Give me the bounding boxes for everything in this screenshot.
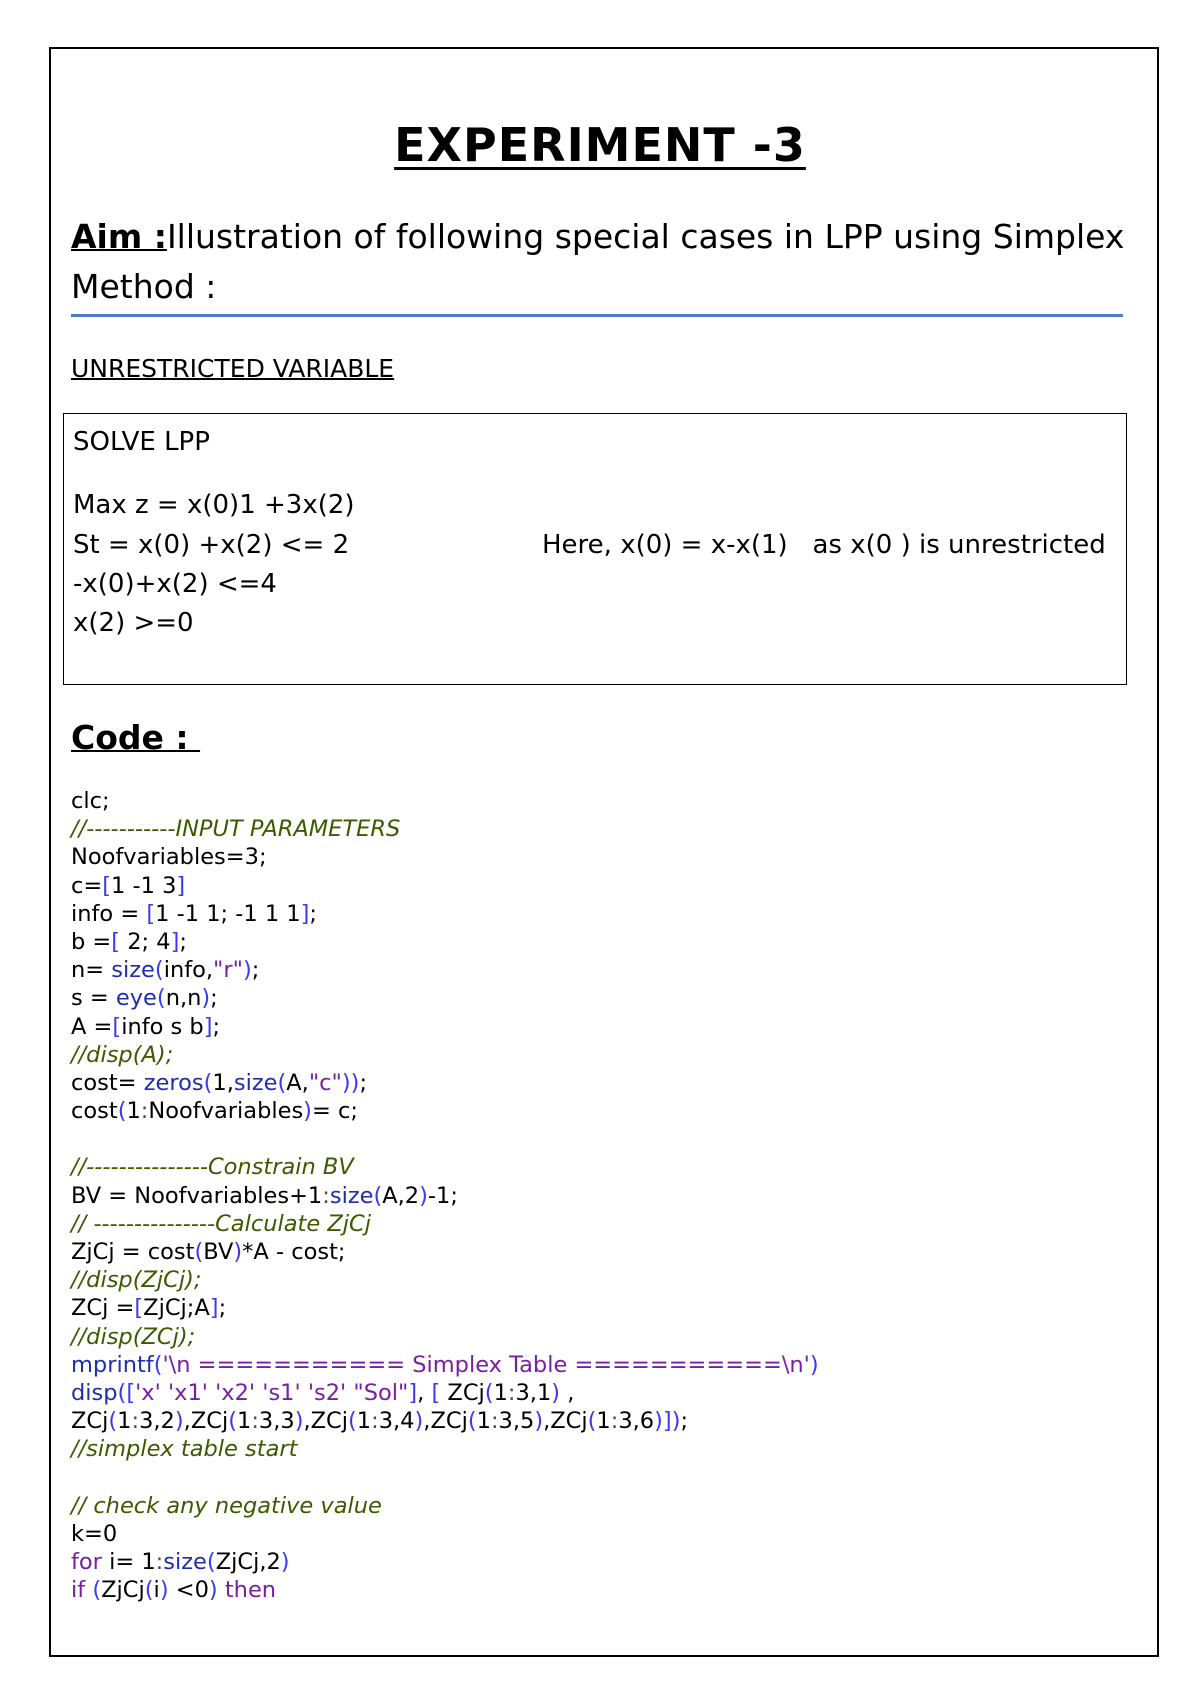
code-token: 3,1 bbox=[515, 1379, 552, 1406]
code-token: then bbox=[224, 1577, 277, 1604]
code-token: : bbox=[371, 1408, 379, 1435]
code-line bbox=[71, 815, 819, 843]
code-line bbox=[71, 1435, 819, 1463]
code-token: 1 bbox=[236, 1408, 252, 1435]
code-token: size bbox=[329, 1182, 374, 1209]
code-token: ( bbox=[117, 1098, 127, 1125]
code-token: -1; bbox=[427, 1182, 458, 1209]
code-line bbox=[71, 1323, 819, 1351]
problem-line: St = x(0) +x(2) <= 2 bbox=[73, 530, 350, 560]
code-token: ; bbox=[309, 900, 317, 927]
code-token: k=0 bbox=[71, 1520, 118, 1547]
code-token: ZjCj bbox=[101, 1577, 145, 1604]
code-token: A,2 bbox=[382, 1182, 420, 1209]
code-token: 1 bbox=[126, 1098, 141, 1125]
code-line bbox=[71, 1492, 819, 1520]
code-token: ,ZCj bbox=[423, 1408, 468, 1435]
code-token: //disp(ZjCj); bbox=[71, 1267, 202, 1294]
code-token: mprintf bbox=[71, 1351, 154, 1378]
code-line bbox=[71, 1210, 819, 1238]
code-token: cost= bbox=[71, 1069, 144, 1096]
code-token: ) bbox=[280, 1549, 290, 1576]
code-token: : bbox=[131, 1408, 140, 1435]
code-token: //simplex table start bbox=[71, 1436, 298, 1463]
code-token: ( bbox=[154, 957, 164, 984]
code-token: 1 bbox=[356, 1408, 372, 1435]
code-token: if bbox=[71, 1577, 86, 1604]
code-token: ( bbox=[373, 1182, 383, 1209]
code-line bbox=[71, 787, 819, 815]
code-token: ,ZCj bbox=[303, 1408, 349, 1435]
code-line bbox=[71, 1294, 819, 1322]
code-token: 3,3 bbox=[258, 1408, 295, 1435]
code-token: ) bbox=[174, 1408, 184, 1435]
code-token: ; bbox=[218, 1295, 227, 1322]
code-token: ( bbox=[484, 1379, 494, 1406]
code-token: i= 1 bbox=[101, 1549, 156, 1576]
code-token: //disp(ZCj); bbox=[71, 1323, 196, 1350]
code-token: ZCj bbox=[440, 1379, 485, 1406]
code-token: ( bbox=[153, 1351, 163, 1378]
code-token: ) bbox=[294, 1408, 304, 1435]
code-token: ([ bbox=[117, 1379, 136, 1406]
code-token: ,ZCj bbox=[543, 1408, 588, 1435]
code-token: ( bbox=[144, 1577, 154, 1604]
code-token: c= bbox=[71, 872, 103, 899]
code-token: ] bbox=[176, 872, 186, 899]
code-token: 3,5 bbox=[498, 1408, 535, 1435]
code-token: , bbox=[417, 1379, 432, 1406]
code-token: : bbox=[507, 1379, 516, 1406]
code-token: : bbox=[140, 1098, 149, 1125]
aim-label: Aim : bbox=[71, 217, 167, 256]
code-token: 3,6 bbox=[618, 1408, 655, 1435]
code-token: // ---------------Calculate ZjCj bbox=[71, 1210, 371, 1237]
code-token: ( bbox=[92, 1577, 102, 1604]
code-token: : bbox=[610, 1408, 619, 1435]
code-token: ZjCj,2 bbox=[215, 1549, 281, 1576]
code-token: ( bbox=[194, 1239, 204, 1265]
code-token: , bbox=[560, 1379, 575, 1406]
code-token: ] bbox=[203, 1013, 213, 1040]
code-token: A = bbox=[71, 1013, 113, 1040]
code-token: 3,4 bbox=[378, 1408, 415, 1435]
code-token: s = bbox=[71, 985, 116, 1012]
problem-line: x(2) >=0 bbox=[73, 608, 194, 638]
aim-paragraph bbox=[71, 212, 1131, 312]
code-token: [ bbox=[431, 1379, 441, 1406]
code-token: ZCj bbox=[71, 1408, 109, 1435]
code-token: ) bbox=[208, 1577, 218, 1604]
code-line bbox=[71, 1238, 819, 1266]
code-token: ; bbox=[179, 928, 187, 955]
code-token: : bbox=[251, 1408, 259, 1435]
code-line bbox=[71, 1125, 819, 1153]
code-token: ) bbox=[414, 1408, 424, 1435]
code-token: ] bbox=[300, 900, 310, 927]
code-token: Noofvariables=3; bbox=[71, 844, 267, 871]
code-token: 'x' 'x1' 'x2' 's1' 's2' "Sol" bbox=[135, 1379, 409, 1406]
code-line bbox=[71, 1069, 819, 1097]
code-line bbox=[71, 900, 819, 928]
aim-text: Illustration of following special cases in LPP using Simplex Method : bbox=[71, 217, 1125, 306]
code-token: 3,2 bbox=[139, 1408, 175, 1435]
code-token: i bbox=[153, 1577, 160, 1604]
code-token: [ bbox=[146, 900, 156, 927]
code-token: size bbox=[233, 1069, 278, 1096]
code-heading: Code : bbox=[71, 718, 201, 757]
code-token: //-----------INPUT PARAMETERS bbox=[71, 816, 401, 843]
code-line bbox=[71, 1548, 819, 1576]
code-token bbox=[218, 1577, 225, 1603]
code-token: ; bbox=[210, 985, 218, 1012]
code-token: ) bbox=[809, 1351, 819, 1378]
code-token: ( bbox=[277, 1069, 287, 1096]
code-token: 1 bbox=[476, 1408, 491, 1435]
code-token: clc; bbox=[71, 788, 110, 814]
code-token: '\n =========== Simplex Table ===========\n' bbox=[162, 1351, 810, 1378]
code-token: 1 bbox=[596, 1408, 611, 1435]
code-token: size bbox=[163, 1549, 207, 1576]
code-token: : bbox=[322, 1182, 330, 1209]
code-token: cost bbox=[71, 1098, 118, 1125]
code-token: BV = Noofvariables+1 bbox=[71, 1182, 323, 1209]
code-token: ( bbox=[348, 1408, 357, 1435]
code-token: n,n bbox=[165, 985, 202, 1012]
page-title: EXPERIMENT -3 bbox=[394, 118, 806, 172]
code-token: [ bbox=[134, 1295, 144, 1322]
code-token: ( bbox=[587, 1408, 597, 1435]
code-line bbox=[71, 1351, 819, 1379]
code-token: 2; 4 bbox=[120, 928, 171, 955]
code-token: ) bbox=[201, 985, 211, 1012]
code-line bbox=[71, 1041, 819, 1069]
code-token: 1, bbox=[212, 1069, 234, 1096]
code-token: ZjCj;A bbox=[143, 1295, 210, 1322]
code-line bbox=[71, 1013, 819, 1041]
code-token: ; bbox=[212, 1013, 221, 1040]
code-token: eye bbox=[115, 985, 157, 1012]
code-token: [ bbox=[111, 928, 121, 955]
code-token: A, bbox=[286, 1069, 309, 1096]
code-token: ZjCj = cost bbox=[71, 1239, 195, 1265]
code-token: [ bbox=[112, 1013, 122, 1040]
code-token: BV bbox=[203, 1239, 234, 1265]
problem-line: Max z = x(0)1 +3x(2) bbox=[73, 490, 355, 520]
code-token: : bbox=[155, 1549, 164, 1576]
code-token: // check any negative value bbox=[71, 1492, 382, 1519]
code-line bbox=[71, 1266, 819, 1294]
code-line bbox=[71, 956, 819, 984]
code-token: ; bbox=[680, 1408, 689, 1435]
code-token: )) bbox=[341, 1069, 360, 1096]
code-token: 1 -1 1; -1 1 1 bbox=[155, 900, 301, 927]
code-token: ) bbox=[233, 1239, 243, 1265]
code-line bbox=[71, 843, 819, 871]
code-token: ; bbox=[359, 1069, 368, 1096]
code-token: 1 bbox=[493, 1379, 508, 1406]
code-line bbox=[71, 1576, 819, 1604]
code-line bbox=[71, 928, 819, 956]
code-token: Noofvariables bbox=[148, 1098, 304, 1125]
code-token: = c; bbox=[311, 1098, 358, 1125]
problem-box bbox=[63, 413, 1127, 685]
code-token: //disp(A); bbox=[71, 1041, 174, 1068]
code-token: disp bbox=[71, 1379, 118, 1406]
code-token: ) bbox=[303, 1098, 312, 1125]
code-token: 1 bbox=[117, 1408, 132, 1435]
code-token: *A - cost; bbox=[242, 1239, 346, 1265]
code-token: n= bbox=[71, 957, 112, 984]
code-token: ) bbox=[551, 1379, 561, 1406]
problem-line: -x(0)+x(2) <=4 bbox=[73, 569, 277, 599]
code-token: "r" bbox=[213, 957, 243, 984]
code-block bbox=[71, 787, 819, 1604]
code-line bbox=[71, 1520, 819, 1548]
code-token: ( bbox=[228, 1408, 237, 1435]
code-token: )]) bbox=[654, 1408, 681, 1435]
code-token: ) bbox=[419, 1182, 428, 1209]
code-token: ,ZCj bbox=[183, 1408, 229, 1435]
code-token: zeros bbox=[143, 1069, 204, 1096]
code-line bbox=[71, 1097, 819, 1125]
code-token: ( bbox=[108, 1408, 118, 1435]
code-token: ) bbox=[159, 1577, 169, 1604]
code-token: 1 -1 3 bbox=[111, 872, 177, 899]
heading-divider bbox=[71, 314, 1123, 317]
code-token: : bbox=[490, 1408, 499, 1435]
code-line bbox=[71, 1379, 819, 1407]
code-token: for bbox=[71, 1549, 102, 1576]
code-token: ( bbox=[206, 1549, 216, 1576]
code-token: [ bbox=[102, 872, 112, 899]
code-token: info s b bbox=[121, 1013, 204, 1040]
code-line bbox=[71, 1153, 819, 1181]
problem-note: Here, x(0) = x-x(1) as x(0 ) is unrestricted bbox=[542, 530, 1106, 560]
code-token: ] bbox=[209, 1295, 219, 1322]
code-line bbox=[71, 872, 819, 900]
code-token: ] bbox=[408, 1379, 418, 1406]
code-token: ( bbox=[156, 985, 166, 1012]
code-line bbox=[71, 1182, 819, 1210]
code-token: ( bbox=[467, 1408, 477, 1435]
code-token: info, bbox=[163, 957, 214, 984]
code-line bbox=[71, 1464, 819, 1492]
code-token: "c" bbox=[308, 1069, 342, 1096]
code-token: ; bbox=[251, 957, 260, 984]
code-token: ) bbox=[243, 957, 252, 984]
problem-heading: SOLVE LPP bbox=[73, 427, 210, 457]
code-token: ] bbox=[170, 928, 180, 955]
code-token: ( bbox=[203, 1069, 213, 1096]
code-token: //---------------Constrain BV bbox=[71, 1154, 354, 1181]
code-token: info = bbox=[71, 900, 147, 927]
code-token: b = bbox=[71, 928, 112, 955]
code-token: size bbox=[111, 957, 155, 984]
code-token: ZCj = bbox=[71, 1295, 135, 1322]
code-token: <0 bbox=[168, 1577, 209, 1604]
section-heading: UNRESTRICTED VARIABLE bbox=[71, 354, 395, 383]
code-token: ) bbox=[534, 1408, 544, 1435]
code-line bbox=[71, 1407, 819, 1435]
code-line bbox=[71, 984, 819, 1012]
